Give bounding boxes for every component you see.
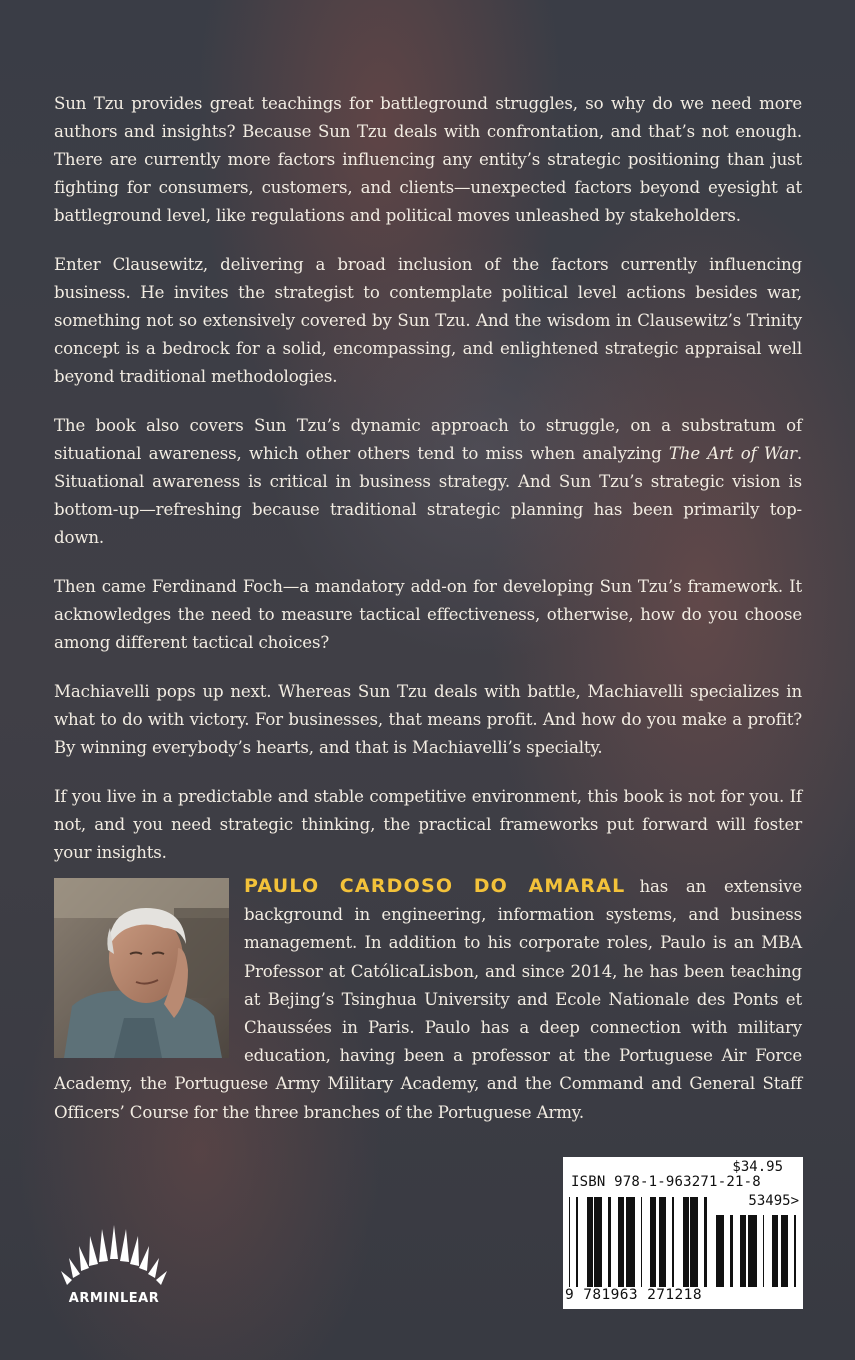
- barcode-bar: [716, 1215, 718, 1287]
- barcode-bar: [587, 1197, 588, 1287]
- barcode-bar: [692, 1197, 695, 1287]
- barcode-bar: [608, 1197, 611, 1287]
- barcode-bar: [569, 1197, 570, 1287]
- crown-spikes-logo-icon: [58, 1225, 170, 1291]
- blurb-paragraph-1: Sun Tzu provides great teachings for battleground struggles, so why do we need more authors and insights? Because Sun Tzu deals with confrontation, and that’s not enough. There are currently more factors influencing any entity’s strategic positioning than just fighting for consumers, customers, and clients—unexpected factors beyond eyesight at battleground level, like regulations and political moves unleashed by stakeholders.: [54, 94, 802, 225]
- author-bio-text: has an extensive background in engineering, information systems, and business management. In addition to his corporate roles, Paulo is an MBA Professor at CatólicaLisbon, and since 2014, he has been teaching at Bejing’s Tsinghua University and Ecole Nationale des Ponts et Chaussées in Paris. Paulo has a deep connection with military education, having been a professor at the Portuguese Air Force Academy, the Portuguese Army Military Academy, and the Command and General Staff Officers’ Course for the three branches of the Portuguese Army.: [54, 877, 802, 1122]
- ean-digits: 9 781963 271218: [565, 1287, 702, 1303]
- ean-barcode-bars: [567, 1197, 709, 1287]
- barcode-bar: [665, 1197, 666, 1287]
- barcode-bar: [763, 1215, 764, 1287]
- barcode-bar: [754, 1215, 757, 1287]
- publisher-name: ARMINLEAR: [68, 1291, 160, 1306]
- barcode-bar: [683, 1197, 684, 1287]
- blurb-paragraph-6: If you live in a predictable and stable competitive environment, this book is not for you. If not, and you need strategic thinking, the practical frameworks put forward will foster your insights.: [54, 787, 802, 862]
- barcode-bar: [641, 1197, 642, 1287]
- author-bio: [54, 872, 802, 1127]
- barcode-bar: [782, 1215, 784, 1287]
- barcode-bar: [775, 1215, 776, 1287]
- barcode-bar: [794, 1215, 796, 1287]
- barcode-bar: [623, 1197, 624, 1287]
- barcode-bar: [600, 1197, 602, 1287]
- barcode-bar: [618, 1197, 620, 1287]
- barcode-bar: [630, 1197, 632, 1287]
- barcode-bar: [718, 1215, 721, 1287]
- barcode-bar: [704, 1197, 707, 1287]
- barcode-bar: [686, 1197, 689, 1287]
- price: $34.95: [732, 1159, 783, 1175]
- barcode-bar: [684, 1197, 686, 1287]
- barcode-bar: [660, 1197, 662, 1287]
- barcode-bar: [776, 1215, 778, 1287]
- barcode-bar: [730, 1215, 733, 1287]
- barcode-bar: [588, 1197, 590, 1287]
- barcode-bar: [748, 1215, 751, 1287]
- barcode-bar: [740, 1215, 742, 1287]
- barcode-bar: [626, 1197, 629, 1287]
- barcode-bar: [742, 1215, 745, 1287]
- blurb-paragraph-4: Then came Ferdinand Foch—a mandatory add-on for developing Sun Tzu’s framework. It acknowledges the need to measure tactical effectiveness, otherwise, how do you choose among different tactical choices?: [54, 577, 802, 652]
- barcode-bar: [650, 1197, 653, 1287]
- barcode-bar: [751, 1215, 752, 1287]
- barcode-bar: [594, 1197, 596, 1287]
- barcode-bar: [752, 1215, 754, 1287]
- barcode-bar: [659, 1197, 660, 1287]
- barcode-bar: [629, 1197, 630, 1287]
- barcode-bar: [662, 1197, 665, 1287]
- barcode-bar: [620, 1197, 623, 1287]
- barcode-bar: [690, 1197, 692, 1287]
- addon-barcode-bars: [713, 1215, 797, 1287]
- author-name: PAULO CARDOSO DO AMARAL: [244, 875, 626, 897]
- barcode-bar: [784, 1215, 787, 1287]
- barcode-bar: [596, 1197, 599, 1287]
- blurb-paragraph-2: Enter Clausewitz, delivering a broad inclusion of the factors currently influencing business. He invites the strategist to contemplate political level actions besides war, something not so extensively covered by Sun Tzu. And the wisdom in Clausewitz’s Trinity concept is a bedrock for a solid, encompassing, and enlightened strategic appraisal well beyond traditional methodologies.: [54, 255, 802, 386]
- barcode-bar: [772, 1215, 775, 1287]
- barcode-bar: [576, 1197, 578, 1287]
- barcode-bar: [695, 1197, 696, 1287]
- barcode-bar: [696, 1197, 698, 1287]
- barcode-bar: [745, 1215, 746, 1287]
- barcode-bar: [599, 1197, 600, 1287]
- barcode-bar: [653, 1197, 654, 1287]
- barcode-bar: [632, 1197, 635, 1287]
- blurb-paragraph-3: The book also covers Sun Tzu’s dynamic approach to struggle, on a substratum of situational awareness, which other others tend to miss when analyzing The Art of War. Situational awareness is critical in business strategy. And Sun Tzu’s strategic vision is bottom-up—refreshing because traditional strategic planning has been primarily top-down.: [54, 416, 802, 547]
- addon-code: 53495>: [748, 1193, 799, 1209]
- isbn-barcode: [563, 1157, 803, 1309]
- barcode-bar: [672, 1197, 674, 1287]
- blurb-paragraph-5: Machiavelli pops up next. Whereas Sun Tzu deals with battle, Machiavelli specializes in what to do with victory. For businesses, that means profit. And how do you make a profit? By winning everybody’s hearts, and that is Machiavelli’s specialty.: [54, 682, 802, 757]
- barcode-bar: [781, 1215, 782, 1287]
- barcode-bar: [721, 1215, 722, 1287]
- publisher-logo: [58, 1225, 170, 1313]
- barcode-bar: [722, 1215, 724, 1287]
- barcode-bar: [590, 1197, 593, 1287]
- isbn-number: ISBN 978-1-963271-21-8: [571, 1174, 761, 1190]
- book-title-italic: The Art of War: [668, 444, 797, 463]
- blurb: [54, 90, 802, 888]
- barcode-bar: [787, 1215, 788, 1287]
- barcode-bar: [654, 1197, 656, 1287]
